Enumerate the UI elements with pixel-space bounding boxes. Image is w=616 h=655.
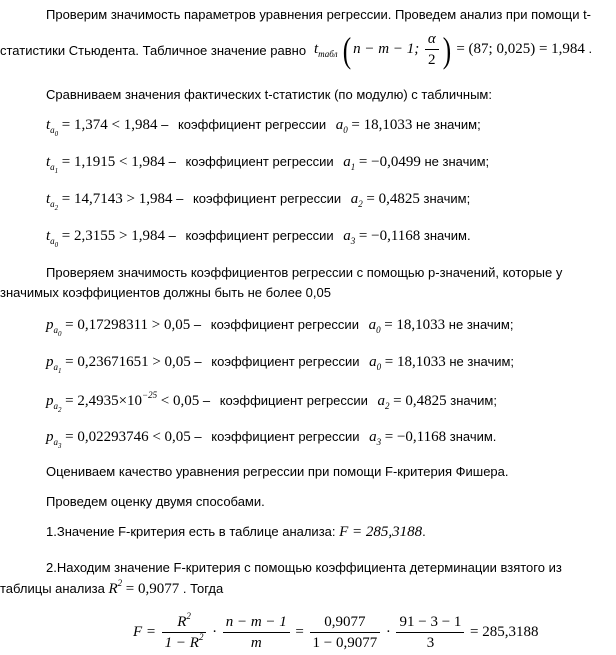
subscript: a: [50, 162, 55, 172]
t-expr: = 14,7143 > 1,984: [61, 191, 173, 207]
subscript: a: [50, 236, 55, 246]
coef-subscript: 3: [376, 437, 382, 447]
fraction-numbers-num: 91 − 3 − 1: [396, 613, 464, 633]
subsubscript: 0: [58, 330, 62, 338]
para-pvalues-line1: [46, 264, 562, 282]
coef-value: = 18,1033: [384, 354, 446, 370]
sup: 2: [198, 632, 204, 643]
coef-subscript: 2: [358, 199, 363, 209]
p-symbol: p: [46, 354, 54, 370]
t-subscript: табл: [318, 49, 338, 59]
t-expr: = 1,1915 < 1,984: [61, 154, 165, 170]
text: Проверим значимость параметров уравнения регрессии. Проведем анализ при помощи t-: [46, 7, 592, 22]
coef-value: = −0,0499: [358, 154, 421, 170]
sup: 2: [186, 611, 191, 622]
final-f-formula: [133, 612, 539, 652]
coef-value: = 0,4825: [393, 393, 447, 409]
p-symbol: p: [46, 317, 54, 333]
subsubscript: 2: [58, 406, 62, 414]
fraction-numbers: [396, 613, 464, 652]
coef-symbol: a: [335, 117, 344, 133]
verdict: значим;: [450, 393, 497, 408]
fraction-r2: [162, 613, 207, 652]
t-expr: = 1,374 < 1,984: [61, 117, 158, 133]
text: Оцениваем качество уравнения регрессии при помощи F-критерия Фишера.: [46, 464, 509, 479]
coef-symbol: a: [377, 393, 386, 409]
dash: –: [202, 393, 211, 408]
dash: –: [168, 154, 176, 169]
alpha-fraction: [425, 30, 439, 69]
text: значимых коэффициентов должны быть не более 0,05: [0, 285, 331, 300]
text: 1 − R: [164, 635, 199, 652]
fraction-r2-den: [162, 633, 207, 652]
subsubscript: 0: [54, 130, 59, 138]
subscript: a: [50, 125, 55, 135]
paren-right: ): [442, 29, 451, 70]
subscript: a: [53, 362, 58, 372]
t-symbol: t: [46, 117, 51, 133]
coef-value: = −0,1168: [358, 228, 421, 244]
coef-subscript: 0: [343, 125, 348, 135]
paren-left: (: [342, 29, 352, 70]
para-intro-line1: [46, 6, 591, 24]
coef-symbol: a: [368, 317, 377, 333]
p-expr: = 0,17298311 > 0,05: [65, 317, 191, 333]
p-row-1: [46, 353, 515, 375]
r-symbol: R: [108, 581, 118, 597]
coef-value: = −0,1168: [384, 429, 447, 445]
text: 1.Значение F-критерия есть в таблице анализа:: [46, 524, 336, 539]
verdict: не значим;: [448, 317, 514, 332]
p-row-0: [46, 316, 514, 338]
fraction-numbers-den: 3: [426, 635, 435, 652]
f-formula: F = 285,3188: [339, 524, 423, 540]
fraction-r2-num: [162, 613, 207, 633]
coef-symbol: a: [343, 228, 351, 244]
f-label: F =: [133, 624, 157, 640]
para-pvalues-line2: [0, 284, 331, 302]
subscript: a: [53, 325, 58, 335]
t-symbol: t: [46, 191, 51, 207]
fraction-values-den: 1 − 0,9077: [312, 635, 378, 652]
text: Проверяем значимость коэффициентов регрессии с помощью p-значений, которые у: [46, 265, 563, 280]
dash: –: [168, 228, 176, 243]
fraction-nm-num: n − m − 1: [223, 613, 290, 633]
t-symbol: t: [314, 41, 319, 57]
formula-inner: n − m − 1;: [353, 41, 420, 57]
dot: ·: [385, 624, 391, 640]
coef-label: коэффициент регрессии: [185, 228, 334, 243]
p-expr: = 2,4935×10: [65, 393, 143, 409]
verdict: значим.: [449, 429, 497, 444]
t-row-3: [46, 227, 471, 249]
r-superscript: 2: [117, 578, 123, 588]
subscript: a: [53, 437, 58, 447]
dash: –: [176, 191, 184, 206]
dash: –: [194, 429, 202, 444]
para-f-from-table: [46, 523, 426, 541]
result: = 285,3188: [470, 624, 539, 640]
text: таблицы анализа: [0, 581, 105, 596]
period: .: [588, 41, 593, 56]
p-expr: = 0,23671651 > 0,05: [65, 354, 191, 370]
verdict: значим;: [423, 191, 471, 206]
coef-subscript: 3: [350, 236, 356, 246]
subsubscript: 1: [54, 167, 59, 175]
dash: –: [161, 117, 169, 132]
coef-subscript: 1: [350, 162, 356, 172]
coef-label: коэффициент регрессии: [177, 117, 327, 132]
t-symbol: t: [46, 154, 51, 170]
coef-label: коэффициент регрессии: [211, 354, 360, 369]
period: .: [422, 524, 426, 539]
coef-symbol: a: [350, 191, 359, 207]
dash: –: [194, 354, 202, 369]
formula-tail: = (87; 0,025) = 1,984: [456, 41, 585, 57]
p-symbol: p: [46, 393, 54, 409]
r2-value: = 0,9077: [125, 581, 180, 597]
coef-symbol: a: [369, 354, 377, 370]
fraction-values-num: 0,9077: [310, 613, 381, 633]
coef-subscript: 2: [385, 401, 390, 411]
p-row-3: [46, 428, 497, 450]
coef-label: коэффициент регрессии: [219, 393, 368, 408]
t-row-1: [46, 153, 490, 175]
dash: –: [193, 317, 202, 332]
text: R: [177, 614, 187, 631]
subscript: a: [53, 401, 58, 411]
p-expr: = 0,02293746 < 0,05: [65, 429, 191, 445]
coef-label: коэффициент регрессии: [211, 429, 360, 444]
dot: ·: [212, 624, 218, 640]
subscript: a: [50, 199, 55, 209]
exponent: −25: [142, 390, 158, 400]
subsubscript: 2: [54, 204, 59, 212]
text: статистики Стьюдента. Табличное значение равно: [0, 43, 307, 58]
p-expr-compare: < 0,05: [160, 393, 200, 409]
verdict: не значим;: [449, 354, 515, 369]
para-intro-line2: [0, 42, 306, 60]
para-determination-line1: [46, 559, 562, 577]
verdict: значим.: [423, 228, 471, 243]
text: 2.Находим значение F-критерия с помощью коэффициента детерминации взятого из: [46, 560, 562, 575]
t-row-0: [46, 116, 481, 138]
alpha: α: [425, 30, 439, 50]
fraction-nm: [223, 613, 290, 652]
verdict: не значим;: [416, 117, 481, 132]
two: 2: [428, 52, 436, 69]
text: Проведем оценку двумя способами.: [46, 494, 265, 509]
t-symbol: t: [46, 228, 51, 244]
t-expr: = 2,3155 > 1,984: [61, 228, 165, 244]
subsubscript: 3: [58, 442, 62, 450]
t-table-formula: [314, 29, 592, 69]
para-determination-line2: [0, 580, 223, 598]
coef-value: = 18,1033: [351, 117, 413, 133]
p-symbol: p: [46, 429, 54, 445]
coef-value: = 18,1033: [384, 317, 446, 333]
fraction-nm-den: m: [250, 635, 262, 652]
subsubscript: 1: [58, 367, 62, 375]
subsubscript: 0: [54, 241, 59, 249]
coef-label: коэффициент регрессии: [185, 154, 334, 169]
equals: =: [295, 624, 304, 640]
coef-subscript: 0: [376, 362, 382, 372]
para-fisher: [46, 463, 509, 481]
coef-subscript: 0: [376, 325, 381, 335]
coef-value: = 0,4825: [366, 191, 420, 207]
fraction-values: [310, 613, 381, 652]
t-row-2: [46, 190, 471, 212]
coef-symbol: a: [369, 429, 377, 445]
coef-label: коэффициент регрессии: [210, 317, 359, 332]
para-two-ways: [46, 493, 265, 511]
p-row-2: [46, 390, 497, 414]
text: Сравниваем значения фактических t-статистик (по модулю) с табличным:: [46, 87, 492, 102]
tail: . Тогда: [182, 581, 224, 596]
coef-symbol: a: [343, 154, 351, 170]
coef-label: коэффициент регрессии: [192, 191, 342, 206]
para-compare: [46, 86, 492, 104]
verdict: не значим;: [424, 154, 490, 169]
